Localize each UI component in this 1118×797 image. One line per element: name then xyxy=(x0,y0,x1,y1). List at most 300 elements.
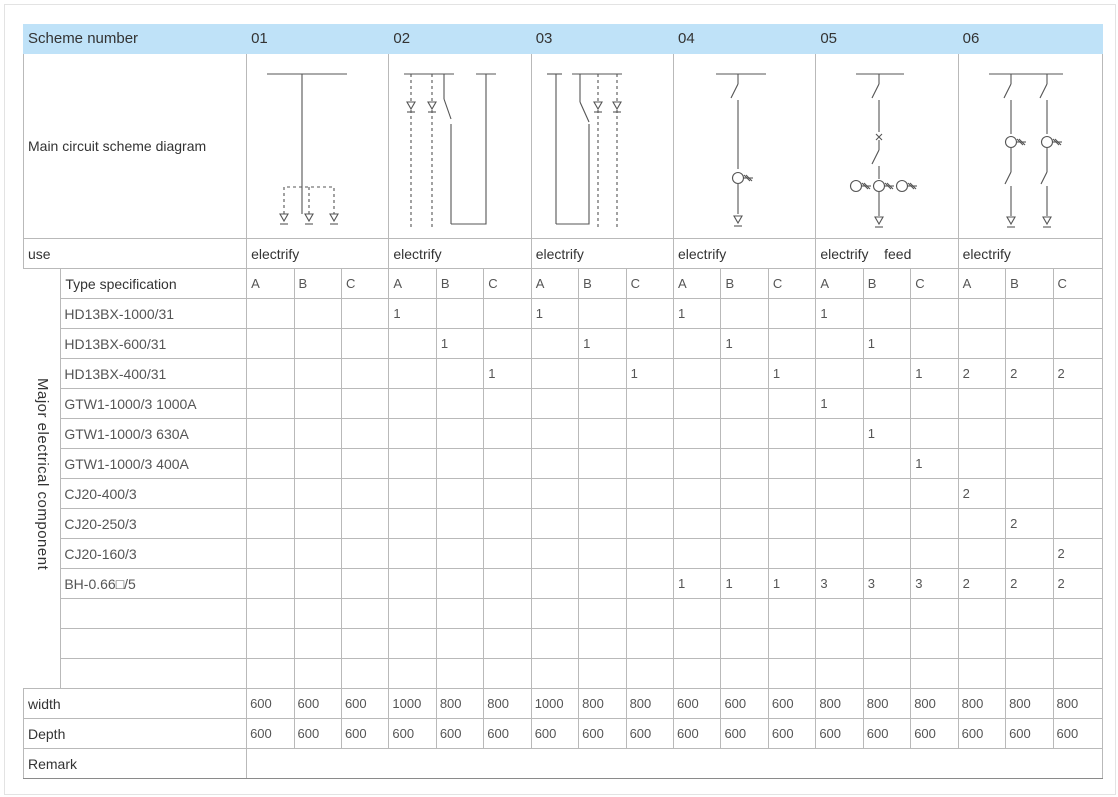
component-quantity xyxy=(768,629,815,659)
circuit-diagram-icon xyxy=(816,54,957,238)
component-row xyxy=(24,449,1103,479)
component-row xyxy=(24,569,1103,599)
component-quantity xyxy=(531,539,578,569)
component-quantity xyxy=(484,509,531,539)
component-quantity xyxy=(389,479,436,509)
component-quantity xyxy=(341,659,388,689)
component-row xyxy=(24,599,1103,629)
type-col-letter: B xyxy=(294,269,341,299)
component-quantity xyxy=(531,359,578,389)
component-name: CJ20-160/3 xyxy=(61,539,247,569)
component-quantity xyxy=(863,659,910,689)
component-quantity xyxy=(436,449,483,479)
component-quantity xyxy=(531,659,578,689)
width-value: 800 xyxy=(436,689,483,719)
component-quantity xyxy=(389,539,436,569)
component-quantity xyxy=(484,419,531,449)
scheme-diagram-4 xyxy=(674,54,816,239)
component-quantity: 1 xyxy=(816,389,863,419)
type-col-letter: C xyxy=(484,269,531,299)
component-quantity xyxy=(816,659,863,689)
component-quantity xyxy=(1053,509,1103,539)
component-quantity xyxy=(1006,329,1053,359)
component-name: GTW1-1000/3 630A xyxy=(61,419,247,449)
type-col-letter: B xyxy=(1006,269,1053,299)
component-quantity xyxy=(958,599,1005,629)
depth-value: 600 xyxy=(768,719,815,749)
component-quantity xyxy=(484,389,531,419)
component-quantity xyxy=(341,359,388,389)
component-quantity: 1 xyxy=(389,299,436,329)
width-value: 600 xyxy=(341,689,388,719)
component-quantity xyxy=(911,479,958,509)
component-quantity xyxy=(436,299,483,329)
header-row xyxy=(24,25,1103,54)
component-quantity xyxy=(816,509,863,539)
component-group-label xyxy=(24,269,61,689)
component-quantity xyxy=(674,329,721,359)
component-quantity xyxy=(294,299,341,329)
component-quantity xyxy=(674,659,721,689)
component-name xyxy=(61,599,247,629)
component-quantity xyxy=(1006,659,1053,689)
component-quantity: 1 xyxy=(484,359,531,389)
component-quantity xyxy=(863,629,910,659)
component-quantity xyxy=(1053,329,1103,359)
diagram-label: Main circuit scheme diagram xyxy=(24,54,247,239)
component-quantity xyxy=(341,479,388,509)
scheme-diagram-1 xyxy=(247,54,389,239)
header-label: Scheme number xyxy=(24,25,247,54)
component-quantity xyxy=(579,629,626,659)
component-quantity: 2 xyxy=(1006,509,1053,539)
width-value: 800 xyxy=(911,689,958,719)
width-label: width xyxy=(24,689,247,719)
scheme-diagram-3 xyxy=(531,54,673,239)
component-quantity xyxy=(294,359,341,389)
component-quantity xyxy=(626,599,673,629)
component-quantity xyxy=(863,359,910,389)
component-quantity xyxy=(531,419,578,449)
type-col-letter: A xyxy=(247,269,294,299)
depth-value: 600 xyxy=(436,719,483,749)
component-quantity xyxy=(484,479,531,509)
component-quantity xyxy=(863,539,910,569)
type-col-letter: C xyxy=(768,269,815,299)
component-row xyxy=(24,419,1103,449)
use-value: electrify xyxy=(958,239,1102,269)
circuit-diagram-icon xyxy=(532,54,673,238)
component-quantity xyxy=(531,449,578,479)
depth-value: 600 xyxy=(579,719,626,749)
component-quantity xyxy=(436,509,483,539)
component-quantity xyxy=(626,329,673,359)
component-group-text: Major electrical component xyxy=(33,377,51,571)
component-quantity xyxy=(674,509,721,539)
depth-value: 600 xyxy=(721,719,768,749)
component-quantity xyxy=(531,629,578,659)
component-quantity xyxy=(341,509,388,539)
component-quantity xyxy=(674,539,721,569)
component-quantity xyxy=(389,449,436,479)
component-quantity xyxy=(531,389,578,419)
component-quantity xyxy=(768,329,815,359)
component-quantity xyxy=(247,569,294,599)
component-quantity xyxy=(1053,629,1103,659)
component-quantity xyxy=(626,659,673,689)
component-quantity xyxy=(1053,389,1103,419)
component-quantity xyxy=(911,389,958,419)
component-quantity xyxy=(341,629,388,659)
component-quantity xyxy=(247,359,294,389)
component-quantity xyxy=(768,299,815,329)
component-quantity xyxy=(816,359,863,389)
component-quantity xyxy=(579,599,626,629)
component-quantity xyxy=(1006,629,1053,659)
type-col-letter: B xyxy=(436,269,483,299)
width-value: 800 xyxy=(626,689,673,719)
component-quantity xyxy=(911,329,958,359)
component-row xyxy=(24,629,1103,659)
component-quantity: 1 xyxy=(863,419,910,449)
width-row xyxy=(24,689,1103,719)
depth-value: 600 xyxy=(911,719,958,749)
type-spec-row xyxy=(24,269,1103,299)
component-quantity xyxy=(579,419,626,449)
component-quantity: 2 xyxy=(1053,569,1103,599)
component-quantity xyxy=(436,539,483,569)
type-col-letter: A xyxy=(674,269,721,299)
component-quantity xyxy=(768,659,815,689)
component-quantity xyxy=(626,509,673,539)
component-quantity xyxy=(1053,599,1103,629)
component-quantity xyxy=(389,389,436,419)
component-quantity xyxy=(1053,449,1103,479)
component-quantity xyxy=(294,419,341,449)
component-quantity xyxy=(247,509,294,539)
component-quantity xyxy=(863,599,910,629)
use-value: electrify feed xyxy=(816,239,958,269)
type-col-letter: B xyxy=(863,269,910,299)
depth-value: 600 xyxy=(341,719,388,749)
component-quantity xyxy=(294,539,341,569)
remark-row xyxy=(24,749,1103,779)
component-quantity xyxy=(341,389,388,419)
component-quantity xyxy=(721,389,768,419)
component-quantity xyxy=(579,509,626,539)
component-quantity xyxy=(1006,389,1053,419)
component-quantity xyxy=(816,329,863,359)
width-value: 800 xyxy=(958,689,1005,719)
component-quantity xyxy=(863,479,910,509)
component-quantity xyxy=(674,389,721,419)
component-quantity xyxy=(1053,479,1103,509)
component-quantity xyxy=(294,509,341,539)
depth-label: Depth xyxy=(24,719,247,749)
component-quantity: 1 xyxy=(674,299,721,329)
component-quantity xyxy=(1053,299,1103,329)
component-quantity xyxy=(341,299,388,329)
component-quantity xyxy=(247,629,294,659)
component-quantity xyxy=(294,659,341,689)
type-col-letter: C xyxy=(1053,269,1103,299)
component-quantity xyxy=(247,479,294,509)
width-value: 800 xyxy=(1053,689,1103,719)
scheme-table xyxy=(23,24,1103,779)
width-value: 600 xyxy=(247,689,294,719)
component-name: CJ20-250/3 xyxy=(61,509,247,539)
component-quantity xyxy=(436,419,483,449)
component-quantity xyxy=(484,599,531,629)
component-quantity xyxy=(389,509,436,539)
component-name: HD13BX-400/31 xyxy=(61,359,247,389)
component-quantity: 1 xyxy=(911,359,958,389)
component-name: GTW1-1000/3 400A xyxy=(61,449,247,479)
component-quantity xyxy=(484,569,531,599)
component-quantity xyxy=(484,299,531,329)
component-quantity xyxy=(247,659,294,689)
component-quantity xyxy=(721,509,768,539)
depth-value: 600 xyxy=(958,719,1005,749)
circuit-diagram-icon xyxy=(389,54,530,238)
component-quantity xyxy=(626,299,673,329)
depth-value: 600 xyxy=(531,719,578,749)
component-quantity xyxy=(721,629,768,659)
depth-value: 600 xyxy=(816,719,863,749)
component-name xyxy=(61,629,247,659)
component-quantity xyxy=(436,359,483,389)
component-quantity: 2 xyxy=(958,569,1005,599)
component-quantity xyxy=(768,599,815,629)
component-quantity xyxy=(911,659,958,689)
component-quantity xyxy=(247,299,294,329)
component-quantity xyxy=(294,389,341,419)
component-quantity xyxy=(1006,599,1053,629)
component-quantity: 2 xyxy=(1053,539,1103,569)
depth-value: 600 xyxy=(1006,719,1053,749)
depth-value: 600 xyxy=(1053,719,1103,749)
component-quantity: 1 xyxy=(579,329,626,359)
scheme-number: 04 xyxy=(674,25,816,54)
component-quantity xyxy=(389,599,436,629)
component-quantity xyxy=(1006,449,1053,479)
component-quantity xyxy=(816,539,863,569)
component-quantity: 2 xyxy=(1006,359,1053,389)
component-quantity xyxy=(674,629,721,659)
component-row xyxy=(24,299,1103,329)
component-quantity xyxy=(341,539,388,569)
component-quantity xyxy=(389,359,436,389)
component-quantity xyxy=(626,449,673,479)
component-quantity xyxy=(768,419,815,449)
component-quantity: 1 xyxy=(674,569,721,599)
component-quantity xyxy=(911,539,958,569)
component-row xyxy=(24,389,1103,419)
component-quantity xyxy=(294,629,341,659)
scheme-number: 01 xyxy=(247,25,389,54)
type-col-letter: A xyxy=(816,269,863,299)
component-quantity xyxy=(863,509,910,539)
depth-value: 600 xyxy=(863,719,910,749)
remark-value xyxy=(247,749,1103,779)
circuit-diagram-icon xyxy=(674,54,815,238)
depth-value: 600 xyxy=(674,719,721,749)
component-quantity: 1 xyxy=(436,329,483,359)
depth-value: 600 xyxy=(247,719,294,749)
width-value: 600 xyxy=(674,689,721,719)
component-quantity xyxy=(816,419,863,449)
component-quantity xyxy=(247,419,294,449)
component-quantity: 1 xyxy=(768,569,815,599)
component-quantity xyxy=(626,479,673,509)
component-quantity xyxy=(721,359,768,389)
component-quantity: 1 xyxy=(863,329,910,359)
component-quantity: 1 xyxy=(531,299,578,329)
component-quantity xyxy=(1006,419,1053,449)
component-quantity xyxy=(484,539,531,569)
width-value: 800 xyxy=(579,689,626,719)
component-quantity: 1 xyxy=(721,569,768,599)
width-value: 800 xyxy=(863,689,910,719)
component-row xyxy=(24,659,1103,689)
component-quantity xyxy=(247,449,294,479)
component-quantity: 2 xyxy=(1053,359,1103,389)
type-spec-label: Type specification xyxy=(61,269,247,299)
component-quantity xyxy=(1006,539,1053,569)
component-quantity xyxy=(721,479,768,509)
component-name: HD13BX-600/31 xyxy=(61,329,247,359)
depth-value: 600 xyxy=(389,719,436,749)
component-quantity xyxy=(436,569,483,599)
component-quantity xyxy=(958,539,1005,569)
component-quantity xyxy=(674,479,721,509)
type-col-letter: B xyxy=(579,269,626,299)
component-quantity xyxy=(768,389,815,419)
depth-row xyxy=(24,719,1103,749)
component-quantity xyxy=(484,329,531,359)
component-quantity xyxy=(626,419,673,449)
component-quantity xyxy=(531,599,578,629)
component-quantity xyxy=(1053,659,1103,689)
component-quantity xyxy=(579,659,626,689)
component-quantity xyxy=(674,419,721,449)
depth-value: 600 xyxy=(626,719,673,749)
component-quantity xyxy=(247,599,294,629)
component-quantity xyxy=(721,599,768,629)
component-quantity xyxy=(721,299,768,329)
width-value: 800 xyxy=(816,689,863,719)
component-quantity: 1 xyxy=(721,329,768,359)
width-value: 600 xyxy=(721,689,768,719)
component-quantity xyxy=(389,569,436,599)
component-quantity xyxy=(294,329,341,359)
component-quantity xyxy=(958,659,1005,689)
width-value: 600 xyxy=(294,689,341,719)
component-quantity xyxy=(721,539,768,569)
component-quantity xyxy=(768,509,815,539)
component-row xyxy=(24,359,1103,389)
component-quantity: 2 xyxy=(1006,569,1053,599)
component-quantity xyxy=(816,479,863,509)
component-quantity xyxy=(484,449,531,479)
component-quantity xyxy=(531,509,578,539)
scheme-diagram-2 xyxy=(389,54,531,239)
component-quantity xyxy=(626,539,673,569)
component-quantity xyxy=(958,629,1005,659)
component-quantity: 2 xyxy=(958,479,1005,509)
use-value: electrify xyxy=(674,239,816,269)
component-quantity: 2 xyxy=(958,359,1005,389)
component-quantity xyxy=(958,509,1005,539)
width-value: 1000 xyxy=(389,689,436,719)
component-quantity xyxy=(484,629,531,659)
component-quantity xyxy=(674,599,721,629)
component-quantity xyxy=(579,359,626,389)
width-value: 1000 xyxy=(531,689,578,719)
component-name xyxy=(61,659,247,689)
component-quantity xyxy=(1006,479,1053,509)
scheme-diagram-6 xyxy=(958,54,1102,239)
component-quantity xyxy=(911,599,958,629)
scheme-number: 05 xyxy=(816,25,958,54)
component-quantity xyxy=(247,539,294,569)
component-quantity xyxy=(389,659,436,689)
use-label: use xyxy=(24,239,247,269)
component-quantity xyxy=(768,539,815,569)
component-quantity xyxy=(911,629,958,659)
component-quantity: 1 xyxy=(911,449,958,479)
scheme-number: 06 xyxy=(958,25,1102,54)
component-quantity xyxy=(1006,299,1053,329)
circuit-diagram-icon xyxy=(959,54,1100,238)
component-quantity xyxy=(626,389,673,419)
component-quantity xyxy=(816,599,863,629)
component-quantity xyxy=(721,449,768,479)
component-quantity xyxy=(911,419,958,449)
component-quantity xyxy=(958,329,1005,359)
component-quantity xyxy=(626,569,673,599)
component-quantity xyxy=(247,329,294,359)
component-quantity xyxy=(958,419,1005,449)
remark-label: Remark xyxy=(24,749,247,779)
component-quantity xyxy=(911,299,958,329)
scheme-number: 02 xyxy=(389,25,531,54)
type-col-letter: C xyxy=(341,269,388,299)
component-quantity xyxy=(341,569,388,599)
component-name: BH-0.66□/5 xyxy=(61,569,247,599)
width-value: 800 xyxy=(1006,689,1053,719)
component-row xyxy=(24,539,1103,569)
component-quantity xyxy=(958,449,1005,479)
component-quantity xyxy=(863,389,910,419)
component-quantity xyxy=(389,419,436,449)
component-quantity xyxy=(436,659,483,689)
component-quantity: 3 xyxy=(911,569,958,599)
component-quantity: 3 xyxy=(816,569,863,599)
type-col-letter: A xyxy=(389,269,436,299)
component-quantity xyxy=(911,509,958,539)
component-quantity xyxy=(674,449,721,479)
use-value: electrify xyxy=(247,239,389,269)
component-quantity xyxy=(579,389,626,419)
component-quantity xyxy=(341,449,388,479)
component-quantity xyxy=(247,389,294,419)
component-quantity xyxy=(816,629,863,659)
component-quantity xyxy=(436,389,483,419)
component-quantity xyxy=(436,599,483,629)
component-name: GTW1-1000/3 1000A xyxy=(61,389,247,419)
depth-value: 600 xyxy=(484,719,531,749)
